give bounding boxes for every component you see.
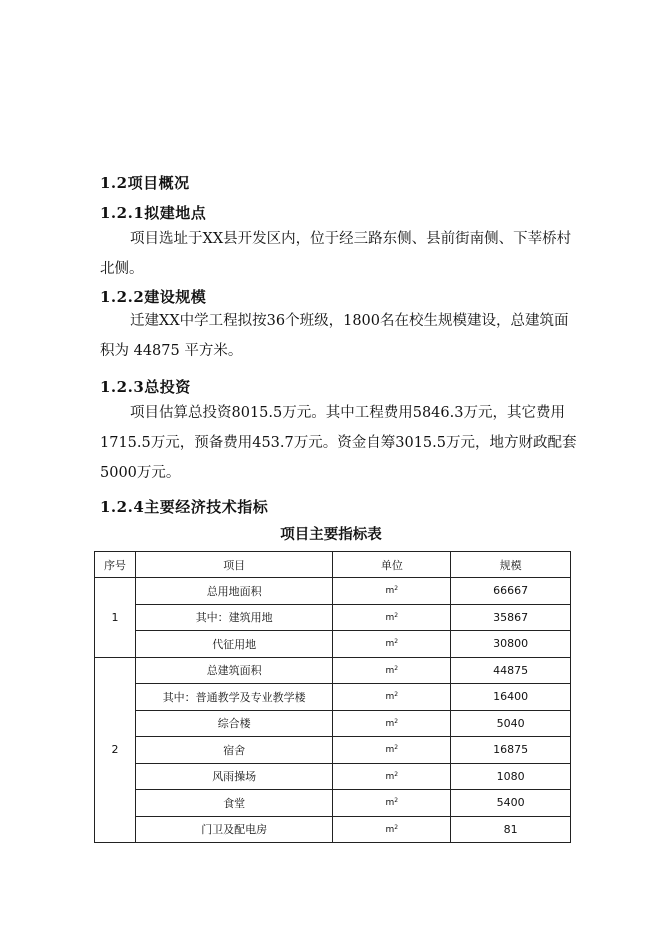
value-cell: 1080 <box>451 763 571 790</box>
table-row <box>95 631 571 658</box>
table-row <box>95 790 571 817</box>
table-row <box>95 578 571 605</box>
section-heading-1-2-3: 1.2.3总投资 <box>100 378 191 396</box>
unit-cell: $m^2$ <box>333 631 451 658</box>
value-cell: 66667 <box>451 578 571 605</box>
value-cell: 30800 <box>451 631 571 658</box>
unit-cell: $m^2$ <box>333 657 451 684</box>
unit-cell: $m^2$ <box>333 790 451 817</box>
value-cell: 5040 <box>451 710 571 737</box>
item-cell: 代征用地 <box>135 631 333 658</box>
header-no: 序号 <box>95 552 136 578</box>
investment-paragraph: 项目估算总投资8015.5万元。其中工程费用5846.3万元，其它费用1715.5万元，预备费用453.7万元。资金自筹3015.5万元，地方财政配套5000万元。 <box>100 405 577 481</box>
scale-paragraph: 迁建XX中学工程拟按36个班级，1800名在校生规模建设，总建筑面积为 44875 平方米。 <box>100 313 569 359</box>
section-heading-1-2-2: 1.2.2建设规模 <box>100 288 207 306</box>
header-scale: 规模 <box>451 552 571 578</box>
table-caption: 项目主要指标表 <box>280 526 382 543</box>
item-cell: 食堂 <box>135 790 333 817</box>
table-header-row <box>95 552 571 578</box>
unit-cell: $m^2$ <box>333 578 451 605</box>
item-cell: 综合楼 <box>135 710 333 737</box>
value-cell: 5400 <box>451 790 571 817</box>
item-cell: 其中：建筑用地 <box>135 604 333 631</box>
group-number-cell: 2 <box>95 657 136 843</box>
table-row <box>95 816 571 843</box>
table-row <box>95 657 571 684</box>
indicator-table <box>94 551 571 843</box>
unit-cell: $m^2$ <box>333 763 451 790</box>
value-cell: 44875 <box>451 657 571 684</box>
group-number-cell: 1 <box>95 578 136 658</box>
header-item: 项目 <box>135 552 333 578</box>
item-cell: 总建筑面积 <box>135 657 333 684</box>
table-row <box>95 737 571 764</box>
table-row <box>95 763 571 790</box>
unit-cell: $m^2$ <box>333 684 451 711</box>
item-cell: 其中：普通教学及专业教学楼 <box>135 684 333 711</box>
unit-cell: $m^2$ <box>333 737 451 764</box>
section-heading-1-2-1: 1.2.1拟建地点 <box>100 204 207 222</box>
table-row <box>95 684 571 711</box>
section-heading-1-2: 1.2项目概况 <box>100 174 190 192</box>
value-cell: 35867 <box>451 604 571 631</box>
table-row <box>95 604 571 631</box>
value-cell: 16400 <box>451 684 571 711</box>
site-paragraph: 项目选址于XX县开发区内，位于经三路东侧、县前街南侧、下莘桥村北侧。 <box>100 231 572 277</box>
value-cell: 81 <box>451 816 571 843</box>
table-row <box>95 710 571 737</box>
unit-cell: $m^2$ <box>333 816 451 843</box>
item-cell: 风雨操场 <box>135 763 333 790</box>
section-heading-1-2-4: 1.2.4主要经济技术指标 <box>100 498 269 516</box>
header-unit: 单位 <box>333 552 451 578</box>
unit-cell: $m^2$ <box>333 604 451 631</box>
value-cell: 16875 <box>451 737 571 764</box>
item-cell: 门卫及配电房 <box>135 816 333 843</box>
item-cell: 总用地面积 <box>135 578 333 605</box>
unit-cell: $m^2$ <box>333 710 451 737</box>
item-cell: 宿舍 <box>135 737 333 764</box>
